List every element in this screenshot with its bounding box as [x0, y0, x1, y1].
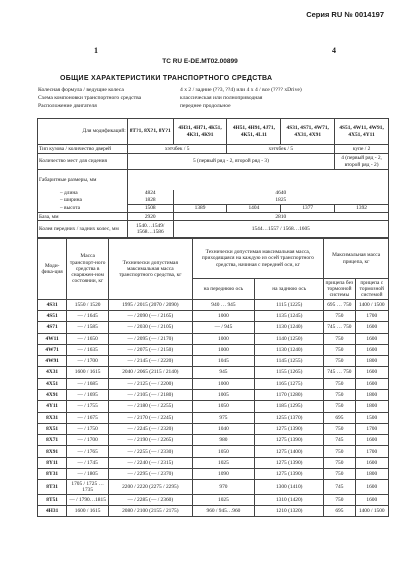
tech-mass-cell: — / 2095 (— / 2170) [109, 333, 193, 344]
trailer-nobrake-cell: 745 … 750 [324, 322, 355, 333]
mass-cell: — / 1685 [67, 378, 109, 389]
dims-spacer [127, 170, 388, 190]
tech-mass-cell: — / 2090 (— / 2165) [109, 310, 193, 321]
length-label: – длина [38, 190, 128, 197]
spec-table [37, 118, 389, 238]
trailer-brake-cell: 1600 [355, 322, 388, 333]
mass-cell: — / 1790…1815 [67, 494, 109, 505]
trailer-brake-cell: 1800 [355, 401, 388, 412]
col-rear: на заднюю ось [255, 279, 324, 300]
track-value: 1544…1557 / 1568…1605 [173, 221, 388, 238]
trailer-nobrake-cell: 745 … 750 [324, 367, 355, 378]
trailer-brake-cell: 1400 / 1500 [355, 299, 388, 310]
trailer-brake-cell: 1800 [355, 389, 388, 400]
front-axle-cell: 980 [192, 435, 255, 446]
table-row [38, 322, 389, 333]
rear-axle-cell: 1310 (1420) [255, 494, 324, 505]
tech-mass-cell: — / 2105 (— / 2180) [109, 389, 193, 400]
mod-cell: 4X51 [38, 378, 67, 389]
col-nobrake: прицепа без тормозной системы [325, 279, 354, 298]
width-value: 1828 [127, 197, 173, 205]
front-axle-cell: 1000 [192, 333, 255, 344]
mod-cell: 8X91 [38, 446, 67, 457]
mod-cell: 4S51 [38, 310, 67, 321]
table-row [38, 494, 389, 505]
mass-cell: — / 1805 [67, 469, 109, 480]
height-value: 1389 [173, 204, 227, 212]
tech-mass-cell: 2200 / 2220 (2275 / 2295) [109, 480, 193, 494]
mod-group: 8Т?1, 8Х?1, 8Y?1 [127, 119, 173, 145]
mod-cell: 4X91 [38, 389, 67, 400]
dims-label: Габаритные размеры, мм [38, 170, 128, 190]
front-axle-cell: 940 … 945 [192, 299, 255, 310]
front-axle-cell: 1050 [192, 446, 255, 457]
info-row [38, 86, 302, 94]
trailer-brake-cell: 1600 [355, 378, 388, 389]
tech-mass-cell: — / 2295 (— / 2370) [109, 469, 193, 480]
mod-cell: 8X31 [38, 412, 67, 423]
trailer-brake-cell: 1600 [355, 480, 388, 494]
mod-cell: 4W71 [38, 344, 67, 355]
front-axle-cell: 945 [192, 367, 255, 378]
tech-mass-cell: — / 2240 (— / 2315) [109, 457, 193, 468]
rear-axle-cell: 1275 (1390) [255, 423, 324, 434]
body-label: Тип кузова / количество дверей [38, 145, 128, 154]
track-value: 1540…1549/ 1568…1586 [127, 221, 173, 238]
front-axle-cell: 1025 [192, 457, 255, 468]
trailer-brake-cell: 1700 [355, 310, 388, 321]
rear-axle-cell: 1135 (1245) [255, 310, 324, 321]
rear-axle-cell: 1165 (1275) [255, 378, 324, 389]
tech-mass-cell: — / 2030 (— / 2105) [109, 322, 193, 333]
table-row [38, 389, 389, 400]
series-number: Серия RU № 0014197 [306, 10, 384, 19]
table-row [38, 299, 389, 310]
width-value: 1825 [173, 197, 388, 205]
front-axle-cell: — / 945 [192, 322, 255, 333]
rear-axle-cell: 1170 (1280) [255, 389, 324, 400]
trailer-nobrake-cell: 745 [324, 435, 355, 446]
height-value: 1508 [127, 204, 173, 212]
table-row [38, 435, 389, 446]
mod-cell: 8X51 [38, 423, 67, 434]
front-axle-cell: 1045 [192, 356, 255, 367]
tech-mass-cell: — / 2145 (— / 2220) [109, 356, 193, 367]
mod-cell: 4W91 [38, 356, 67, 367]
trailer-nobrake-cell: 750 [324, 457, 355, 468]
rear-axle-cell: 1210 (1320) [255, 506, 324, 517]
seats-value: 4 (первый ряд - 2, второй ряд - 2) [335, 154, 389, 170]
modifications-label: Для модификаций: [38, 119, 128, 145]
info-row [38, 94, 302, 102]
trailer-brake-cell: 1800 [355, 356, 388, 367]
trailer-brake-cell: 1700 [355, 423, 388, 434]
mass-rows [38, 299, 389, 517]
rear-axle-cell: 1130 (1240) [255, 344, 324, 355]
front-axle-cell: 1025 [192, 494, 255, 505]
tech-mass-cell: — / 2075 (— / 2150) [109, 344, 193, 355]
seats-value: 5 (первый ряд - 2, второй ряд - 3) [127, 154, 334, 170]
mass-cell: — / 1675 [67, 412, 109, 423]
tech-mass-cell: — / 2190 (— / 2265) [109, 435, 193, 446]
trailer-brake-cell: 1600 [355, 435, 388, 446]
base-value: 2920 [127, 213, 173, 221]
rear-axle-cell: 1275 (1400) [255, 446, 324, 457]
front-axle-cell: 1090 [192, 469, 255, 480]
rear-axle-cell: 1115 (1225) [255, 299, 324, 310]
width-label: – ширина [38, 197, 128, 205]
base-label: База, мм [38, 213, 128, 221]
info-value: классическая или полноприводная [180, 95, 263, 102]
mod-group: 4Н51, 4Н91, 4J71, 4К51, 4L11 [227, 119, 281, 145]
rear-axle-cell: 1155 (1265) [255, 367, 324, 378]
trailer-brake-cell: 1600 [355, 494, 388, 505]
tech-mass-cell: — / 2285 (— / 2360) [109, 494, 193, 505]
col-axle: Технически допустимая максимальная масса, приходящаяся на каждую из осей транспортного средства, начиная с передней оси, кг [192, 239, 324, 279]
trailer-brake-cell: 1600 [355, 367, 388, 378]
table-row [38, 378, 389, 389]
trailer-nobrake-cell: 750 [324, 333, 355, 344]
trailer-nobrake-cell: 750 [324, 401, 355, 412]
mass-cell: — / 1765 [67, 446, 109, 457]
col-trailer: Максимальная масса прицепа, кг [324, 239, 389, 279]
mass-cell: — / 1750 [67, 423, 109, 434]
mod-cell: 8T51 [38, 494, 67, 505]
tech-mass-cell: — / 2255 (— / 2330) [109, 446, 193, 457]
front-axle-cell: 1050 [192, 401, 255, 412]
trailer-brake-cell: 1600 [355, 344, 388, 355]
trailer-brake-cell: 1700 [355, 446, 388, 457]
body-type: хэтчбек / 5 [227, 145, 335, 154]
tech-mass-cell: — / 2245 (— / 2320) [109, 423, 193, 434]
height-value: 1392 [335, 204, 389, 212]
tech-mass-cell: — / 2170 (— / 2245) [109, 412, 193, 423]
length-value: 4640 [173, 190, 388, 197]
front-axle-cell: 960 / 945…960 [192, 506, 255, 517]
mod-group: 4S51, 4W11, 4W91, 4X51, 4Y11 [335, 119, 389, 145]
general-info [38, 86, 302, 111]
info-value: переднее продольное [180, 103, 231, 110]
table-row [38, 310, 389, 321]
height-label: – высота [38, 204, 128, 212]
trailer-brake-cell: 1500 [355, 412, 388, 423]
table-row [38, 423, 389, 434]
table-row [38, 367, 389, 378]
trailer-nobrake-cell: 750 [324, 344, 355, 355]
table-row [38, 457, 389, 468]
info-key: Схема компоновки транспортного средства [38, 95, 142, 102]
front-axle-cell: 1040 [192, 423, 255, 434]
trailer-nobrake-cell: 750 [324, 423, 355, 434]
trailer-brake-cell: 1600 [355, 457, 388, 468]
tech-mass-cell: 2040 / 2065 (2115 / 2140) [109, 367, 193, 378]
mass-cell: — / 1695 [67, 389, 109, 400]
table-row [38, 412, 389, 423]
mod-cell: 4Y11 [38, 401, 67, 412]
trailer-brake-cell: 1400 / 1500 [355, 506, 388, 517]
col-front: на переднюю ось [192, 279, 255, 300]
track-label: Колея передних / задних колес, мм [38, 221, 128, 238]
rear-axle-cell: 1130 (1240) [255, 322, 324, 333]
info-row [38, 102, 302, 110]
rear-axle-cell: 1140 (1250) [255, 333, 324, 344]
front-axle-cell: 1005 [192, 389, 255, 400]
info-key: Расположение двигателя [38, 103, 97, 110]
base-value: 2810 [173, 213, 388, 221]
page-number-left: 1 [94, 46, 98, 55]
trailer-nobrake-cell: 750 [324, 446, 355, 457]
table-row [38, 480, 389, 494]
table-row [38, 333, 389, 344]
table-row [38, 356, 389, 367]
mod-cell: 4H31 [38, 506, 67, 517]
table-row [38, 401, 389, 412]
mass-cell: 1600 / 1615 [67, 506, 109, 517]
front-axle-cell: 975 [192, 412, 255, 423]
trailer-nobrake-cell: 750 [324, 389, 355, 400]
trailer-nobrake-cell: 750 [324, 494, 355, 505]
col-mod: Моди-фика-ция [38, 239, 67, 300]
info-value: 4 x 2 / задние (??3, ??4) или 4 x 4 / все (???? xDrive) [180, 87, 302, 93]
mod-group: 4S31, 4S71, 4W71, 4X31, 4X91 [281, 119, 335, 145]
front-axle-cell: 1000 [192, 344, 255, 355]
rear-axle-cell: 1185 (1295) [255, 401, 324, 412]
trailer-nobrake-cell: 695 … 750 [324, 299, 355, 310]
seats-label: Количество мест для сидения [38, 154, 128, 170]
table-row [38, 469, 389, 480]
mod-cell: 8T31 [38, 480, 67, 494]
body-type: хэтчбек / 5 [127, 145, 227, 154]
page-number-right: 4 [332, 46, 336, 55]
front-axle-cell: 1000 [192, 378, 255, 389]
length-value: 4824 [127, 190, 173, 197]
trailer-nobrake-cell: 695 [324, 412, 355, 423]
tech-mass-cell: — / 2180 (— / 2255) [109, 401, 193, 412]
col-brake: прицепа с тормозной системой [355, 279, 388, 300]
mass-cell: 1550 / 1520 [67, 299, 109, 310]
info-key: Колесная формула / ведущие колеса [38, 87, 124, 93]
front-axle-cell: 970 [192, 480, 255, 494]
rear-axle-cell: 1275 (1390) [255, 435, 324, 446]
rear-axle-cell: 1300 (1410) [255, 480, 324, 494]
trailer-nobrake-cell: 750 [324, 310, 355, 321]
mass-cell: 1705 / 1725 … 1735 [67, 480, 109, 494]
trailer-nobrake-cell: 750 [324, 378, 355, 389]
rear-axle-cell: 1275 (1390) [255, 457, 324, 468]
rear-axle-cell: 1275 (1390) [255, 469, 324, 480]
mod-cell: 8Y31 [38, 469, 67, 480]
mod-cell: 4S31 [38, 299, 67, 310]
mod-cell: 8Y11 [38, 457, 67, 468]
tech-mass-cell: 1995 / 2015 (2070 / 2090) [109, 299, 193, 310]
trailer-brake-cell: 1800 [355, 469, 388, 480]
tc-number: ТС RU E-DE.MT02.00899 [162, 58, 238, 65]
table-row [38, 506, 389, 517]
tech-mass-cell: 2080 / 2100 (2155 / 2175) [109, 506, 193, 517]
mod-cell: 8X71 [38, 435, 67, 446]
mass-table [37, 238, 389, 517]
page-title: ОБЩИЕ ХАРАКТЕРИСТИКИ ТРАНСПОРТНОГО СРЕДСТВА [60, 75, 273, 82]
col-tech: Технически допустимая максимальная масса транспортного средства, кг [109, 239, 193, 300]
trailer-nobrake-cell: 745 [324, 480, 355, 494]
mass-cell: — / 1635 [67, 344, 109, 355]
mass-cell: — / 1745 [67, 457, 109, 468]
mass-cell: — / 1755 [67, 401, 109, 412]
rear-axle-cell: 1255 (1370) [255, 412, 324, 423]
col-mass: Масса транспорт-ного средства в снаряжен-ном состоянии, кг [67, 239, 109, 300]
tech-mass-cell: — / 2125 (— / 2200) [109, 378, 193, 389]
trailer-nobrake-cell: 750 [324, 469, 355, 480]
mass-cell: — / 1700 [67, 356, 109, 367]
body-type: купе / 2 [335, 145, 389, 154]
mass-cell: — / 1645 [67, 310, 109, 321]
mod-group: 4Н31, 4Н71, 4К51, 4К31, 4К91 [173, 119, 227, 145]
mass-cell: 1600 / 1615 [67, 367, 109, 378]
trailer-brake-cell: 1600 [355, 333, 388, 344]
mass-cell: — / 1585 [67, 322, 109, 333]
mod-cell: 4X31 [38, 367, 67, 378]
front-axle-cell: 1000 [192, 310, 255, 321]
rear-axle-cell: 1145 (1255) [255, 356, 324, 367]
height-value: 1377 [281, 204, 335, 212]
mass-cell: — / 1700 [67, 435, 109, 446]
mass-cell: — / 1650 [67, 333, 109, 344]
mod-cell: 4S71 [38, 322, 67, 333]
table-row [38, 446, 389, 457]
height-value: 1404 [227, 204, 281, 212]
mod-cell: 4W11 [38, 333, 67, 344]
trailer-nobrake-cell: 750 [324, 356, 355, 367]
trailer-nobrake-cell: 695 [324, 506, 355, 517]
table-row [38, 344, 389, 355]
